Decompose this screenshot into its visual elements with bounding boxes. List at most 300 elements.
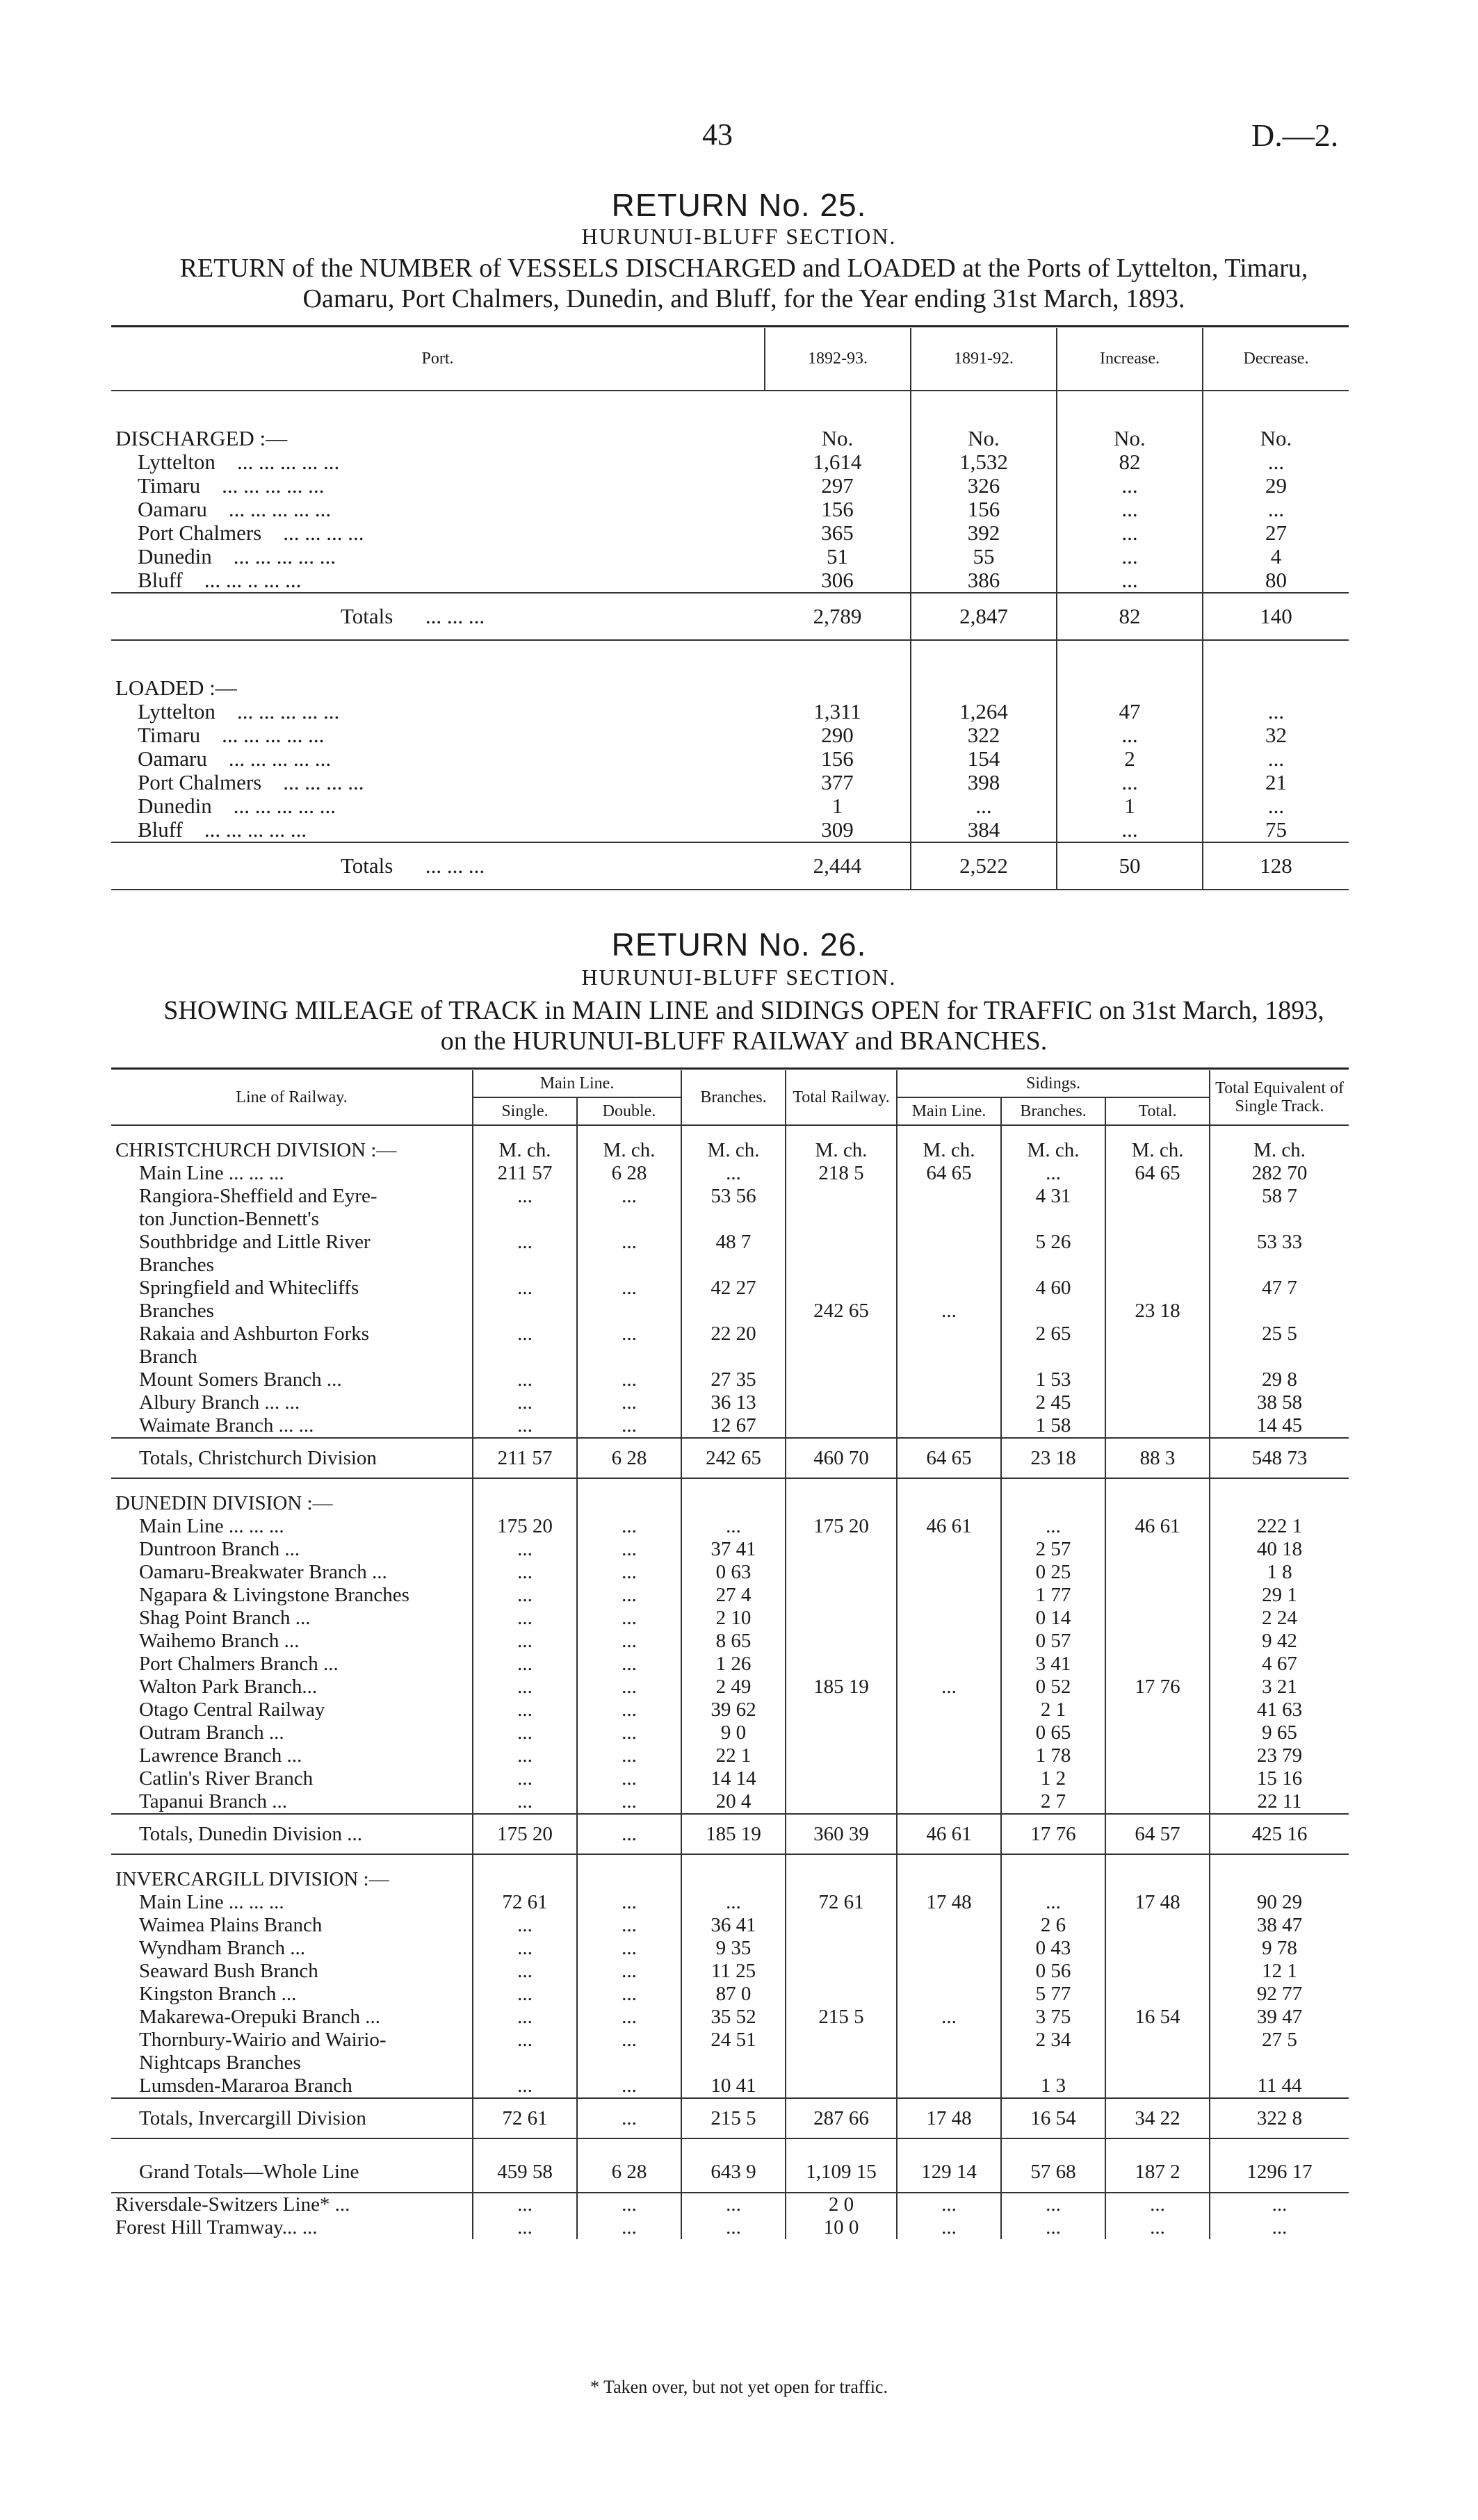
- value-decrease: ...: [1267, 794, 1285, 818]
- value-double: [577, 1300, 681, 1323]
- value-single: ...: [473, 1391, 577, 1414]
- value-branches: ...: [681, 2216, 786, 2239]
- extra-row: [111, 2216, 1349, 2239]
- value-total: 287 66: [786, 2098, 897, 2138]
- loaded-heading: LOADED :—: [115, 676, 237, 700]
- line-name: Oamaru-Breakwater Branch ...: [111, 1561, 473, 1584]
- value-stot: [1105, 1983, 1210, 2006]
- value-smain: [897, 2052, 1001, 2075]
- value-equiv: 92 77: [1256, 1983, 1303, 2005]
- value-double: ...: [577, 2006, 681, 2029]
- value-branches: 1 26: [681, 1653, 786, 1676]
- port-name: Lyttelton ... ... ... ... ...: [138, 700, 340, 723]
- value-1891-92: 322: [911, 723, 1057, 747]
- value-branches: 643 9: [681, 2152, 786, 2193]
- value-sbr: 2 34: [1001, 2029, 1105, 2052]
- value-single: ...: [473, 2029, 577, 2052]
- value-decrease: ...: [1267, 450, 1285, 474]
- value-sbr: 1 78: [1001, 1744, 1105, 1767]
- port-name: Oamaru ... ... ... ... ...: [138, 498, 332, 521]
- value-total: [786, 1277, 897, 1300]
- unit-label: No.: [911, 427, 1057, 450]
- line-name: Thornbury-Wairio and Wairio-: [111, 2029, 473, 2052]
- leader-dots: ... ... ... ... ...: [204, 818, 307, 842]
- col-sidings-main-line: Main Line.: [897, 1097, 1001, 1125]
- value-stot: [1105, 1231, 1210, 1254]
- unit-label: No.: [1260, 427, 1292, 450]
- value-double: ...: [577, 1891, 681, 1914]
- unit-label: [897, 1492, 1001, 1515]
- return26-title: RETURN No. 26.: [611, 926, 867, 963]
- value-double: ...: [577, 1937, 681, 1960]
- railway-row: [111, 2052, 1349, 2075]
- value-decrease: 21: [1265, 771, 1287, 794]
- value-1892-93: 1: [765, 794, 911, 818]
- col-port: Port.: [111, 328, 765, 391]
- value-stot: [1105, 1960, 1210, 1983]
- value-total: [786, 1368, 897, 1391]
- value-sbr: 2 6: [1001, 1914, 1105, 1937]
- totals-1891-92: 2,847: [911, 593, 1057, 640]
- spacer-row: [111, 1478, 1349, 1492]
- value-1892-93: 306: [765, 568, 911, 593]
- return26-top-rule: [111, 1067, 1349, 1070]
- port-row: [111, 794, 1349, 818]
- value-total: 1,109 15: [786, 2152, 897, 2193]
- col-main-line: Main Line.: [473, 1070, 681, 1097]
- line-name: Branch: [111, 1345, 473, 1368]
- line-name: Waihemo Branch ...: [111, 1630, 473, 1653]
- value-single: [473, 1208, 577, 1231]
- unit-label: [1001, 1492, 1105, 1515]
- value-1892-93: 156: [765, 498, 911, 521]
- railway-row: [111, 2029, 1349, 2052]
- value-smain: [897, 1345, 1001, 1368]
- value-single: ...: [473, 1960, 577, 1983]
- value-branches: 8 65: [681, 1630, 786, 1653]
- value-double: ...: [577, 1744, 681, 1767]
- value-1891-92: 392: [911, 521, 1057, 545]
- value-sbr: [1001, 1345, 1105, 1368]
- value-single: ...: [473, 1767, 577, 1790]
- value-smain: [897, 1391, 1001, 1414]
- return25-top-rule: [111, 325, 1349, 327]
- value-total: [786, 1561, 897, 1584]
- value-equiv: [1210, 1254, 1349, 1277]
- return25-section: HURUNUI-BLUFF SECTION.: [581, 224, 897, 249]
- unit-label: M. ch.: [681, 1139, 786, 1162]
- return26-caption-line2: on the HURUNUI-BLUFF RAILWAY and BRANCHES.: [440, 1026, 1048, 1056]
- value-equiv: 9 65: [1262, 1721, 1297, 1744]
- value-1891-92: 156: [911, 498, 1057, 521]
- value-equiv: 40 18: [1256, 1538, 1303, 1560]
- value-total: [786, 1254, 897, 1277]
- value-stot: [1105, 1323, 1210, 1345]
- value-stot: [1105, 1208, 1210, 1231]
- value-smain: 129 14: [897, 2152, 1001, 2193]
- line-name: Duntroon Branch ...: [111, 1538, 473, 1561]
- value-stot: 16 54: [1105, 2006, 1210, 2029]
- line-name: Albury Branch ... ...: [111, 1391, 473, 1414]
- unit-label: [577, 1492, 681, 1515]
- value-sbr: ...: [1001, 2216, 1105, 2239]
- value-1891-92: 384: [911, 818, 1057, 842]
- col-sidings-total: Total.: [1105, 1097, 1210, 1125]
- line-name: Otago Central Railway: [111, 1699, 473, 1721]
- value-sbr: 0 43: [1001, 1937, 1105, 1960]
- return26-table: [111, 1070, 1349, 2239]
- value-double: ...: [577, 1561, 681, 1584]
- value-branches: ...: [681, 2193, 786, 2216]
- division-heading-row: [111, 1139, 1349, 1162]
- value-smain: [897, 1584, 1001, 1607]
- value-stot: 64 57: [1105, 1814, 1210, 1854]
- unit-label: [1105, 1868, 1210, 1891]
- unit-label: No.: [1057, 427, 1203, 450]
- value-stot: [1105, 1254, 1210, 1277]
- value-smain: [897, 1561, 1001, 1584]
- col-single: Single.: [473, 1097, 577, 1125]
- value-branches: 2 10: [681, 1607, 786, 1630]
- line-name: Totals, Dunedin Division ...: [111, 1814, 473, 1854]
- spacer-row: [111, 640, 1349, 676]
- value-stot: [1105, 1414, 1210, 1438]
- railway-row: [111, 1937, 1349, 1960]
- value-smain: [897, 2075, 1001, 2098]
- value-total: [786, 1937, 897, 1960]
- value-increase: ...: [1057, 818, 1203, 842]
- value-stot: [1105, 1937, 1210, 1960]
- value-total: [786, 1630, 897, 1653]
- railway-row: [111, 1254, 1349, 1277]
- railway-row: [111, 2006, 1349, 2029]
- value-single: ...: [473, 1584, 577, 1607]
- value-single: ...: [473, 1368, 577, 1391]
- division-totals-row: [111, 1814, 1349, 1854]
- value-equiv: 38 58: [1256, 1391, 1303, 1414]
- value-total: 175 20: [786, 1515, 897, 1538]
- value-branches: ...: [681, 1515, 786, 1538]
- value-total: [786, 1538, 897, 1561]
- railway-row: [111, 1630, 1349, 1653]
- value-decrease: ...: [1267, 700, 1285, 723]
- line-name: Main Line ... ... ...: [111, 1162, 473, 1185]
- return26-caption: [125, 995, 1363, 1056]
- value-branches: 20 4: [681, 1790, 786, 1814]
- value-1892-93: 290: [765, 723, 911, 747]
- port-row: [111, 723, 1349, 747]
- line-name: Main Line ... ... ...: [111, 1515, 473, 1538]
- value-1891-92: 154: [911, 747, 1057, 771]
- value-stot: [1105, 1630, 1210, 1653]
- value-double: ...: [577, 1983, 681, 2006]
- value-double: ...: [577, 1914, 681, 1937]
- value-smain: 17 48: [897, 1891, 1001, 1914]
- value-equiv: 39 47: [1256, 2006, 1303, 2028]
- value-smain: [897, 1254, 1001, 1277]
- spacer-row: [111, 2138, 1349, 2152]
- value-smain: 64 65: [897, 1438, 1001, 1478]
- line-name: Waimea Plains Branch: [111, 1914, 473, 1937]
- value-stot: 17 48: [1105, 1891, 1210, 1914]
- value-equiv: 222 1: [1256, 1515, 1303, 1537]
- value-branches: [681, 1300, 786, 1323]
- value-sbr: 2 45: [1001, 1391, 1105, 1414]
- unit-label: [473, 1868, 577, 1891]
- division-heading: CHRISTCHURCH DIVISION :—: [111, 1139, 473, 1162]
- port-row: [111, 771, 1349, 794]
- return25-caption-line2: Oamaru, Port Chalmers, Dunedin, and Bluff, for the Year ending 31st March, 1893.: [302, 284, 1185, 313]
- value-single: ...: [473, 1914, 577, 1937]
- value-stot: [1105, 1653, 1210, 1676]
- railway-row: [111, 1584, 1349, 1607]
- value-total: [786, 1653, 897, 1676]
- value-total: [786, 1185, 897, 1208]
- value-equiv: 14 45: [1256, 1414, 1303, 1437]
- value-branches: 42 27: [681, 1277, 786, 1300]
- value-sbr: 2 57: [1001, 1538, 1105, 1561]
- line-name: Branches: [111, 1300, 473, 1323]
- value-branches: 35 52: [681, 2006, 786, 2029]
- value-branches: 14 14: [681, 1767, 786, 1790]
- value-smain: ...: [897, 2006, 1001, 2029]
- value-sbr: 0 56: [1001, 1960, 1105, 1983]
- value-total: [786, 1231, 897, 1254]
- extra-row: [111, 2193, 1349, 2216]
- value-equiv: 12 1: [1262, 1960, 1297, 1982]
- value-total: [786, 1790, 897, 1814]
- value-smain: [897, 1538, 1001, 1561]
- value-equiv: 322 8: [1210, 2098, 1349, 2138]
- value-branches: 9 0: [681, 1721, 786, 1744]
- value-increase: ...: [1057, 498, 1203, 521]
- value-sbr: 0 52: [1001, 1676, 1105, 1699]
- value-single: ...: [473, 1676, 577, 1699]
- value-double: [577, 1208, 681, 1231]
- value-single: ...: [473, 1538, 577, 1561]
- railway-row: [111, 1538, 1349, 1561]
- port-name: Port Chalmers ... ... ... ...: [138, 771, 364, 794]
- value-increase: 2: [1057, 747, 1203, 771]
- spacer-row: [111, 1125, 1349, 1139]
- value-total: [786, 2075, 897, 2098]
- port-name: Lyttelton ... ... ... ... ...: [138, 450, 340, 474]
- value-single: ...: [473, 1185, 577, 1208]
- value-smain: [897, 1323, 1001, 1345]
- value-total: 2 0: [786, 2193, 897, 2216]
- value-sbr: 4 60: [1001, 1277, 1105, 1300]
- value-smain: [897, 1368, 1001, 1391]
- value-equiv: 3 21: [1262, 1676, 1297, 1698]
- railway-row: [111, 1767, 1349, 1790]
- value-total: 215 5: [786, 2006, 897, 2029]
- line-name: Kingston Branch ...: [111, 1983, 473, 2006]
- value-sbr: [1001, 1300, 1105, 1323]
- value-stot: [1105, 1538, 1210, 1561]
- unit-label: [681, 1868, 786, 1891]
- line-name: ton Junction-Bennett's: [111, 1208, 473, 1231]
- value-total: 72 61: [786, 1891, 897, 1914]
- railway-row: [111, 1914, 1349, 1937]
- return26-caption-line1: SHOWING MILEAGE of TRACK in MAIN LINE and SIDINGS OPEN for TRAFFIC on 31st March, 1893,: [163, 996, 1324, 1025]
- value-sbr: [1001, 1254, 1105, 1277]
- value-equiv: 25 5: [1262, 1323, 1297, 1345]
- value-branches: 87 0: [681, 1983, 786, 2006]
- line-name: Outram Branch ...: [111, 1721, 473, 1744]
- totals-label: Totals ... ... ...: [111, 842, 765, 890]
- value-total: [786, 2052, 897, 2075]
- leader-dots: ... ... .. ... ...: [204, 568, 302, 592]
- division-totals-row: [111, 1438, 1349, 1478]
- division-heading: INVERCARGILL DIVISION :—: [111, 1868, 473, 1891]
- value-smain: ...: [897, 1676, 1001, 1699]
- value-1891-92: 1,532: [911, 450, 1057, 474]
- value-total: 360 39: [786, 1814, 897, 1854]
- value-sbr: 1 58: [1001, 1414, 1105, 1438]
- value-smain: 17 48: [897, 2098, 1001, 2138]
- line-name: Catlin's River Branch: [111, 1767, 473, 1790]
- value-single: ...: [473, 2193, 577, 2216]
- value-single: [473, 2052, 577, 2075]
- value-equiv: 1 8: [1267, 1561, 1292, 1583]
- value-1892-93: 309: [765, 818, 911, 842]
- railway-row: [111, 1790, 1349, 1814]
- value-total: [786, 1391, 897, 1414]
- leader-dots: ... ... ... ... ...: [228, 747, 332, 771]
- totals-1891-92: 2,522: [911, 842, 1057, 890]
- value-branches: 27 4: [681, 1584, 786, 1607]
- value-decrease: 80: [1265, 568, 1287, 592]
- value-double: [577, 1345, 681, 1368]
- value-double: ...: [577, 1231, 681, 1254]
- railway-row: [111, 1391, 1349, 1414]
- value-decrease: ...: [1267, 747, 1285, 771]
- value-equiv: 29 8: [1262, 1368, 1297, 1391]
- value-smain: [897, 1208, 1001, 1231]
- value-branches: 242 65: [681, 1438, 786, 1478]
- value-single: ...: [473, 1699, 577, 1721]
- value-stot: [1105, 1767, 1210, 1790]
- value-double: ...: [577, 1960, 681, 1983]
- value-equiv: ...: [1272, 2216, 1288, 2239]
- value-single: 175 20: [473, 1814, 577, 1854]
- value-equiv: [1210, 1300, 1349, 1323]
- leader-dots: ... ... ... ...: [283, 771, 364, 794]
- value-sbr: 1 3: [1001, 2075, 1105, 2098]
- port-row: [111, 498, 1349, 521]
- value-double: ...: [577, 1630, 681, 1653]
- value-double: ...: [577, 1185, 681, 1208]
- value-branches: 11 25: [681, 1960, 786, 1983]
- value-sbr: 0 57: [1001, 1630, 1105, 1653]
- value-branches: ...: [681, 1891, 786, 1914]
- value-smain: 46 61: [897, 1515, 1001, 1538]
- value-double: ...: [577, 1414, 681, 1438]
- value-stot: [1105, 1744, 1210, 1767]
- division-heading-row: [111, 1492, 1349, 1515]
- unit-label: M. ch.: [786, 1139, 897, 1162]
- value-increase: 1: [1057, 794, 1203, 818]
- value-double: 6 28: [577, 1438, 681, 1478]
- value-stot: [1105, 1391, 1210, 1414]
- value-single: ...: [473, 2075, 577, 2098]
- value-1892-93: 297: [765, 474, 911, 498]
- value-single: ...: [473, 1277, 577, 1300]
- leader-dots: ... ... ... ... ...: [222, 474, 325, 498]
- value-total: [786, 1960, 897, 1983]
- value-smain: [897, 1914, 1001, 1937]
- port-row: [111, 521, 1349, 545]
- port-name: Port Chalmers ... ... ... ...: [138, 521, 364, 545]
- value-sbr: ...: [1001, 1162, 1105, 1185]
- value-total: [786, 1345, 897, 1368]
- col-branches: Branches.: [681, 1070, 786, 1125]
- christchurch-division: [111, 1139, 1349, 1492]
- value-increase: ...: [1057, 474, 1203, 498]
- value-stot: [1105, 1699, 1210, 1721]
- unit-label: M. ch.: [1105, 1139, 1210, 1162]
- value-stot: 88 3: [1105, 1438, 1210, 1478]
- leader-dots: ... ... ... ...: [283, 521, 364, 545]
- value-branches: 27 35: [681, 1368, 786, 1391]
- value-increase: ...: [1057, 723, 1203, 747]
- page-number: 43: [702, 117, 733, 152]
- col-increase: Increase.: [1057, 328, 1203, 391]
- value-1892-93: 377: [765, 771, 911, 794]
- line-name: Springfield and Whitecliffs: [111, 1277, 473, 1300]
- footnote: * Taken over, but not yet open for traffic.: [590, 2377, 888, 2397]
- totals-1892-93: 2,444: [765, 842, 911, 890]
- value-smain: [897, 1630, 1001, 1653]
- col-total-railway: Total Railway.: [786, 1070, 897, 1125]
- value-double: ...: [577, 2075, 681, 2098]
- railway-row: [111, 1699, 1349, 1721]
- value-1892-93: 1,614: [765, 450, 911, 474]
- railway-row: [111, 1277, 1349, 1300]
- line-name: Totals, Christchurch Division: [111, 1438, 473, 1478]
- value-branches: 0 63: [681, 1561, 786, 1584]
- value-double: ...: [577, 1676, 681, 1699]
- return26-section: HURUNUI-BLUFF SECTION.: [581, 965, 897, 990]
- value-decrease: ...: [1267, 498, 1285, 521]
- value-double: ...: [577, 1721, 681, 1744]
- value-sbr: 57 68: [1001, 2152, 1105, 2193]
- value-sbr: 5 26: [1001, 1231, 1105, 1254]
- value-branches: 185 19: [681, 1814, 786, 1854]
- totals-decrease: 128: [1203, 842, 1349, 890]
- line-name: Seaward Bush Branch: [111, 1960, 473, 1983]
- port-row: [111, 450, 1349, 474]
- unit-label: [473, 1492, 577, 1515]
- value-equiv: 53 33: [1256, 1231, 1303, 1253]
- col-line-of-railway: Line of Railway.: [111, 1070, 473, 1125]
- line-name: Rangiora-Sheffield and Eyre-: [111, 1185, 473, 1208]
- line-name: Makarewa-Orepuki Branch ...: [111, 2006, 473, 2029]
- value-branches: [681, 1345, 786, 1368]
- value-equiv: [1210, 2052, 1349, 2075]
- value-1892-93: 156: [765, 747, 911, 771]
- value-total: [786, 1744, 897, 1767]
- value-decrease: 4: [1270, 545, 1282, 568]
- value-double: ...: [577, 1323, 681, 1345]
- value-stot: [1105, 1914, 1210, 1937]
- value-stot: 46 61: [1105, 1515, 1210, 1538]
- value-total: [786, 1584, 897, 1607]
- unit-label: M. ch.: [897, 1139, 1001, 1162]
- value-equiv: 47 7: [1262, 1277, 1297, 1299]
- value-single: ...: [473, 1607, 577, 1630]
- line-name: Forest Hill Tramway... ...: [111, 2216, 473, 2239]
